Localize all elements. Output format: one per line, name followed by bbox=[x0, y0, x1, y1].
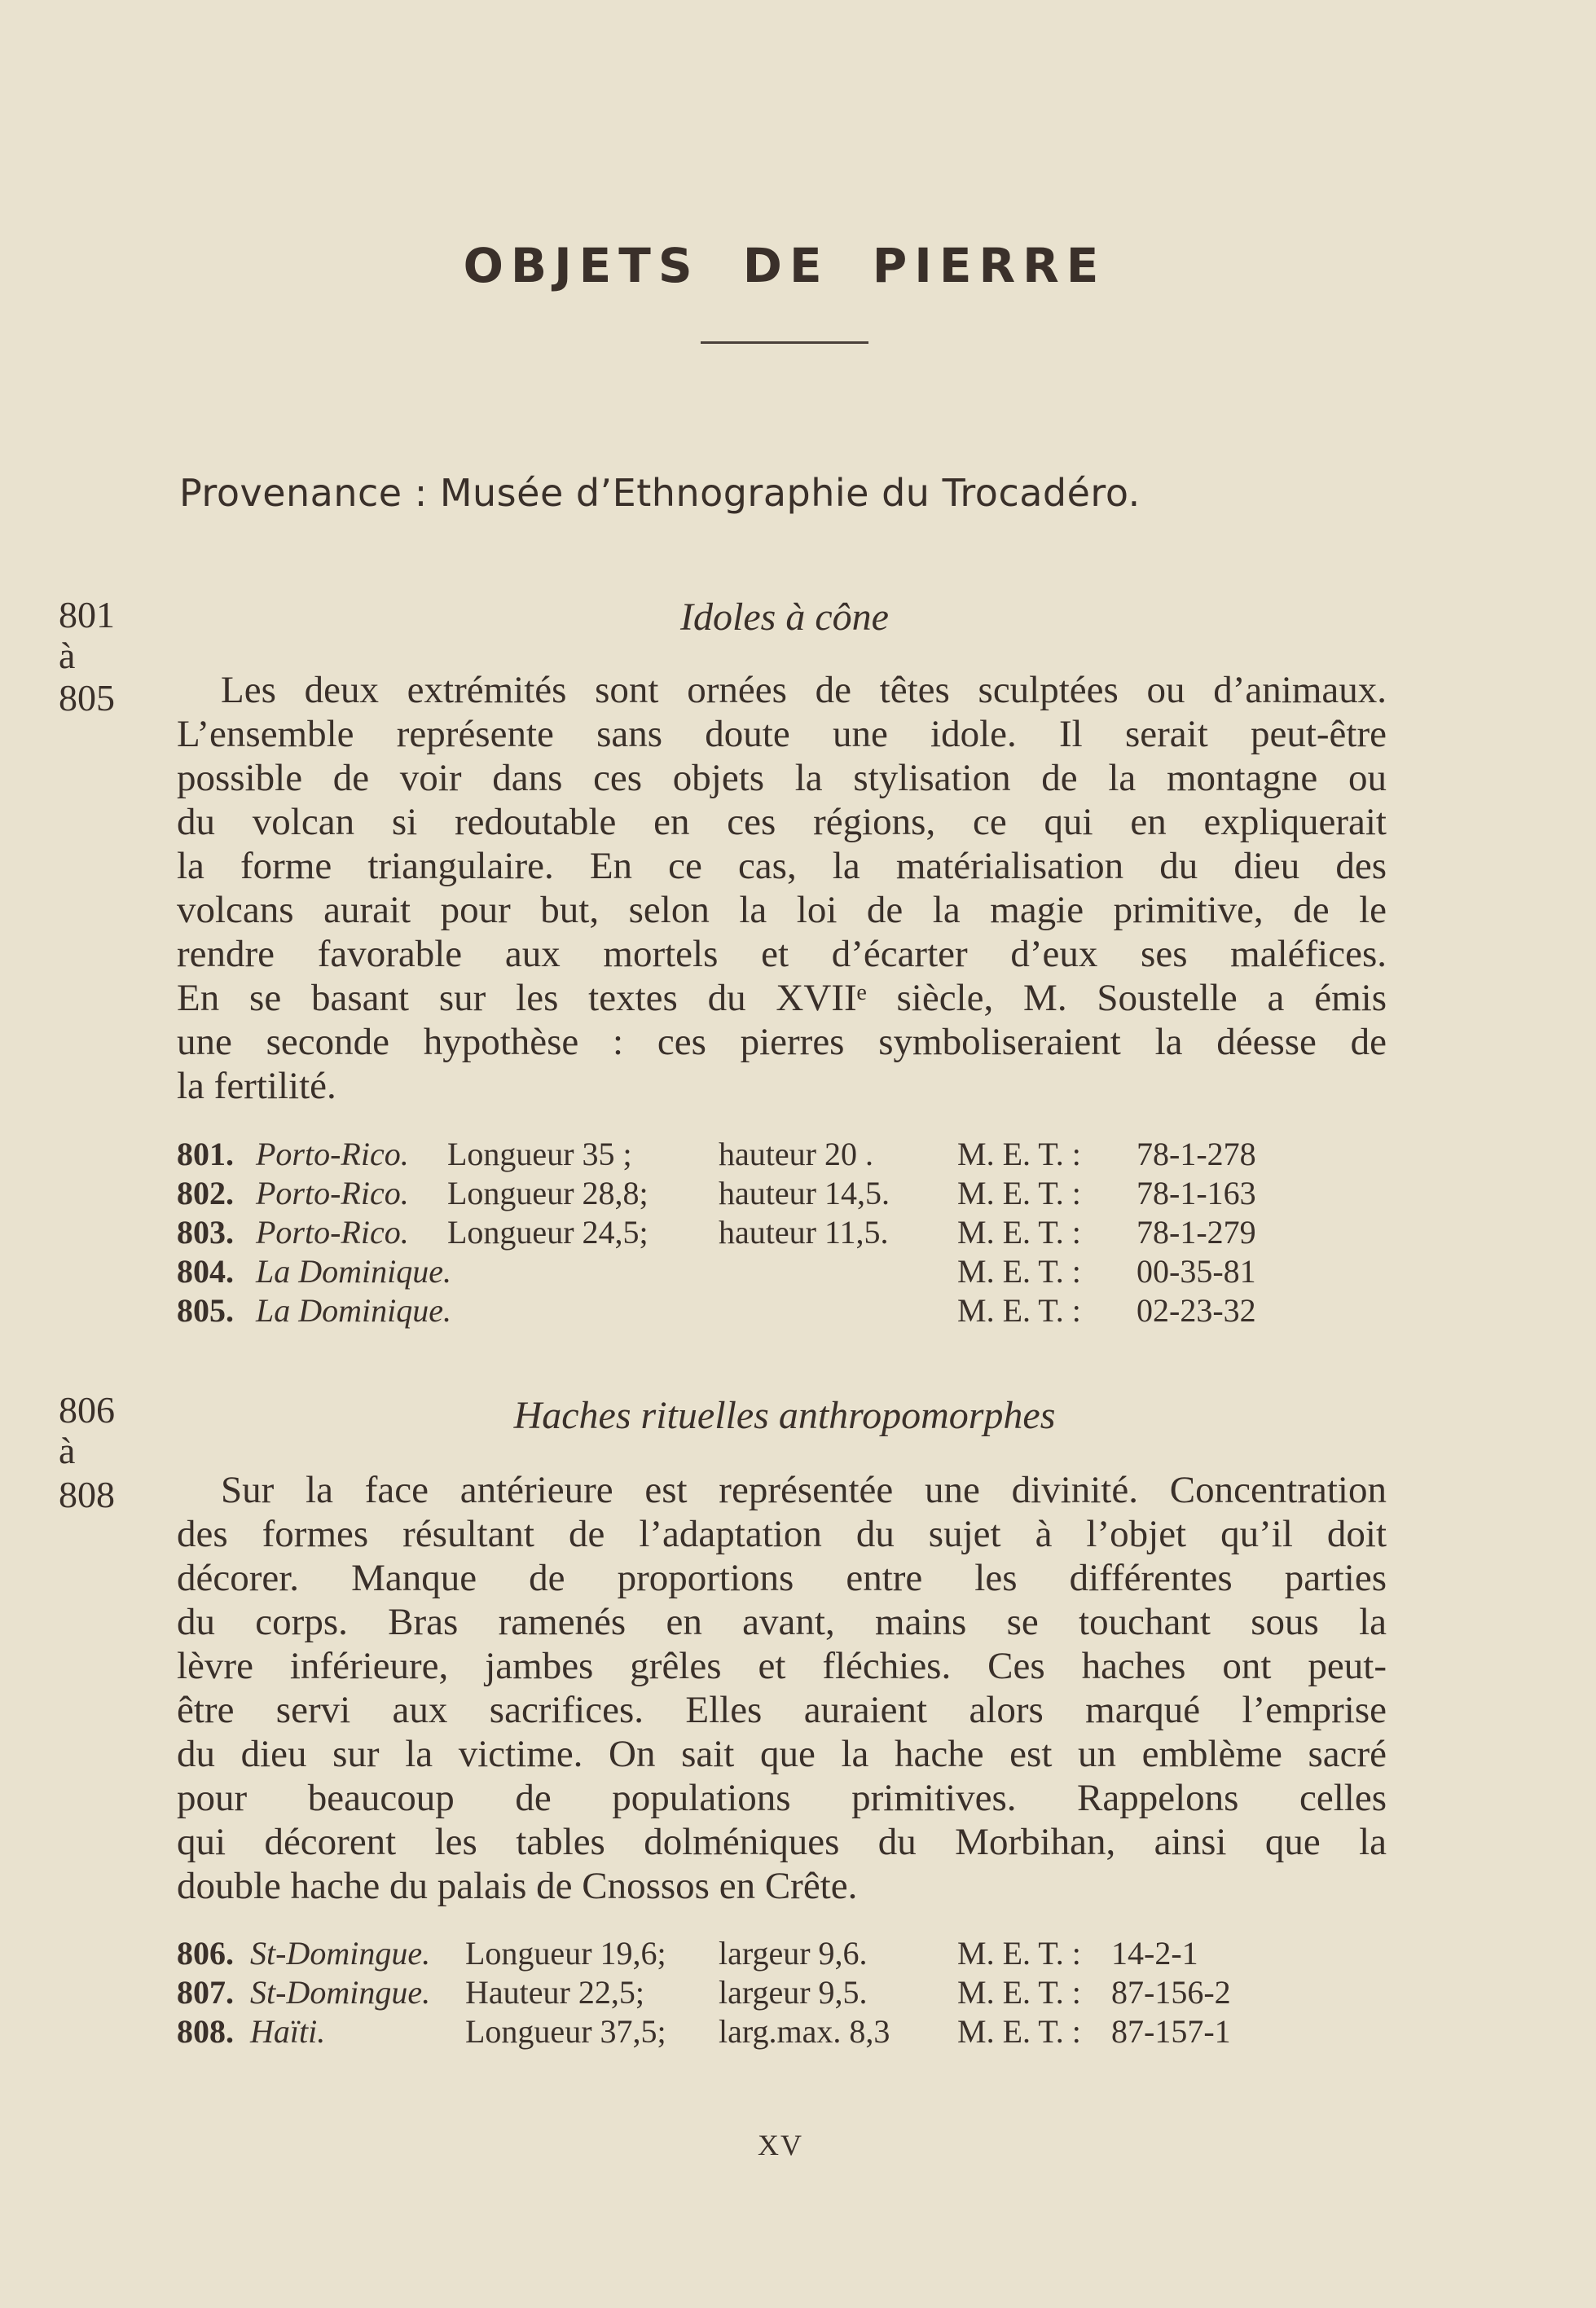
item-met: M. E. T. : bbox=[957, 1253, 1081, 1290]
item-dim2: largeur 9,6. bbox=[719, 1935, 868, 1972]
description-line: qui décorent les tables dolméniques du Morbihan, ainsi que la bbox=[177, 1821, 1387, 1863]
provenance-line: Provenance : Musée d’Ethnographie du Trocadéro. bbox=[179, 471, 1141, 515]
item-ref: 14-2-1 bbox=[1111, 1935, 1198, 1972]
description-line: lèvre inférieure, jambes grêles et fléchies. Ces haches ont peut- bbox=[177, 1645, 1387, 1687]
description-line: des formes résultant de l’adaptation du sujet à l’objet qu’il doit bbox=[177, 1513, 1387, 1555]
item-number: 802. bbox=[177, 1175, 234, 1211]
description-line: rendre favorable aux mortels et d’écarter d’eux ses maléfices. bbox=[177, 933, 1387, 975]
margin-range-start: 806 bbox=[59, 1389, 115, 1431]
description-line: la fertilité. bbox=[177, 1065, 336, 1107]
item-met: M. E. T. : bbox=[957, 1214, 1081, 1251]
item-dim1: Hauteur 22,5; bbox=[465, 1974, 644, 2011]
item-place: La Dominique. bbox=[256, 1292, 451, 1329]
item-number: 806. bbox=[177, 1935, 234, 1972]
description-line: du corps. Bras ramenés en avant, mains se touchant sous la bbox=[177, 1601, 1387, 1643]
margin-range-sep: à bbox=[59, 635, 76, 676]
item-dim1: Longueur 19,6; bbox=[465, 1935, 666, 1972]
item-place: Haïti. bbox=[250, 2013, 326, 2050]
description-line: du volcan si redoutable en ces régions, ce qui en expliquerait bbox=[177, 801, 1387, 843]
catalog-item-row bbox=[0, 1135, 1596, 1174]
item-met: M. E. T. : bbox=[957, 1974, 1081, 2011]
item-ref: 78-1-278 bbox=[1137, 1136, 1256, 1172]
item-dim2: hauteur 14,5. bbox=[719, 1175, 890, 1211]
item-place: Porto-Rico. bbox=[256, 1136, 409, 1172]
description-line: possible de voir dans ces objets la stylisation de la montagne ou bbox=[177, 757, 1387, 799]
title-divider bbox=[701, 341, 868, 344]
item-number: 801. bbox=[177, 1136, 234, 1172]
description-line: la forme triangulaire. En ce cas, la matérialisation du dieu des bbox=[177, 845, 1387, 887]
description-line: décorer. Manque de proportions entre les différentes parties bbox=[177, 1557, 1387, 1599]
section-heading: Idoles à cône bbox=[680, 596, 889, 639]
margin-range-end: 808 bbox=[59, 1474, 115, 1515]
item-place: St-Domingue. bbox=[250, 1935, 431, 1972]
item-dim2: hauteur 20 . bbox=[719, 1136, 873, 1172]
description-line: volcans aurait pour but, selon la loi de la magie primitive, de le bbox=[177, 889, 1387, 931]
page-number: XV bbox=[758, 2129, 803, 2161]
margin-range-sep: à bbox=[59, 1430, 76, 1471]
description-line: En se basant sur les textes du XVIIᵉ siècle, M. Soustelle a émis bbox=[177, 977, 1387, 1019]
description-line: une seconde hypothèse : ces pierres symboliseraient la déesse de bbox=[177, 1021, 1387, 1063]
item-ref: 00-35-81 bbox=[1137, 1253, 1256, 1290]
catalog-item-row bbox=[0, 1213, 1596, 1252]
description-line: pour beaucoup de populations primitives. Rappelons celles bbox=[177, 1777, 1387, 1819]
description-line: L’ensemble représente sans doute une idole. Il serait peut-être bbox=[177, 713, 1387, 755]
description-line: Les deux extrémités sont ornées de têtes sculptées ou d’animaux. bbox=[221, 669, 1387, 711]
catalog-item-row bbox=[0, 1973, 1596, 2012]
catalog-item-row bbox=[0, 1291, 1596, 1330]
item-ref: 87-156-2 bbox=[1111, 1974, 1231, 2011]
margin-range-end: 805 bbox=[59, 677, 115, 719]
item-dim1: Longueur 37,5; bbox=[465, 2013, 666, 2050]
item-number: 803. bbox=[177, 1214, 234, 1251]
item-met: M. E. T. : bbox=[957, 1175, 1081, 1211]
section-description bbox=[177, 668, 1387, 1108]
item-ref: 02-23-32 bbox=[1137, 1292, 1256, 1329]
item-number: 807. bbox=[177, 1974, 234, 2011]
catalog-item-row bbox=[0, 1252, 1596, 1291]
item-dim1: Longueur 24,5; bbox=[447, 1214, 649, 1251]
item-number: 804. bbox=[177, 1253, 234, 1290]
catalog-item-row bbox=[0, 2012, 1596, 2051]
item-number: 805. bbox=[177, 1292, 234, 1329]
item-met: M. E. T. : bbox=[957, 1935, 1081, 1972]
item-met: M. E. T. : bbox=[957, 2013, 1081, 2050]
item-dim2: hauteur 11,5. bbox=[719, 1214, 889, 1251]
item-place: Porto-Rico. bbox=[256, 1175, 409, 1211]
catalog-items-table bbox=[0, 1934, 1596, 2051]
item-dim2: largeur 9,5. bbox=[719, 1974, 868, 2011]
catalog-items-table bbox=[0, 1135, 1596, 1330]
section-heading: Haches rituelles anthropomorphes bbox=[513, 1394, 1056, 1437]
item-place: St-Domingue. bbox=[250, 1974, 431, 2011]
description-line: être servi aux sacrifices. Elles auraient alors marqué l’emprise bbox=[177, 1689, 1387, 1731]
description-line: double hache du palais de Cnossos en Crête. bbox=[177, 1865, 858, 1907]
catalog-item-row bbox=[0, 1934, 1596, 1973]
item-ref: 87-157-1 bbox=[1111, 2013, 1231, 2050]
item-ref: 78-1-163 bbox=[1137, 1175, 1256, 1211]
item-met: M. E. T. : bbox=[957, 1292, 1081, 1329]
item-met: M. E. T. : bbox=[957, 1136, 1081, 1172]
item-number: 808. bbox=[177, 2013, 234, 2050]
page-title: OBJETS DE PIERRE bbox=[463, 238, 1106, 293]
margin-range-start: 801 bbox=[59, 594, 115, 635]
catalog-item-row bbox=[0, 1174, 1596, 1213]
item-dim1: Longueur 35 ; bbox=[447, 1136, 632, 1172]
item-dim2: larg.max. 8,3 bbox=[719, 2013, 890, 2050]
item-place: Porto-Rico. bbox=[256, 1214, 409, 1251]
item-ref: 78-1-279 bbox=[1137, 1214, 1256, 1251]
item-place: La Dominique. bbox=[256, 1253, 451, 1290]
description-line: du dieu sur la victime. On sait que la hache est un emblème sacré bbox=[177, 1733, 1387, 1775]
section-description bbox=[177, 1468, 1387, 1908]
description-line: Sur la face antérieure est représentée une divinité. Concentration bbox=[221, 1469, 1387, 1511]
item-dim1: Longueur 28,8; bbox=[447, 1175, 649, 1211]
